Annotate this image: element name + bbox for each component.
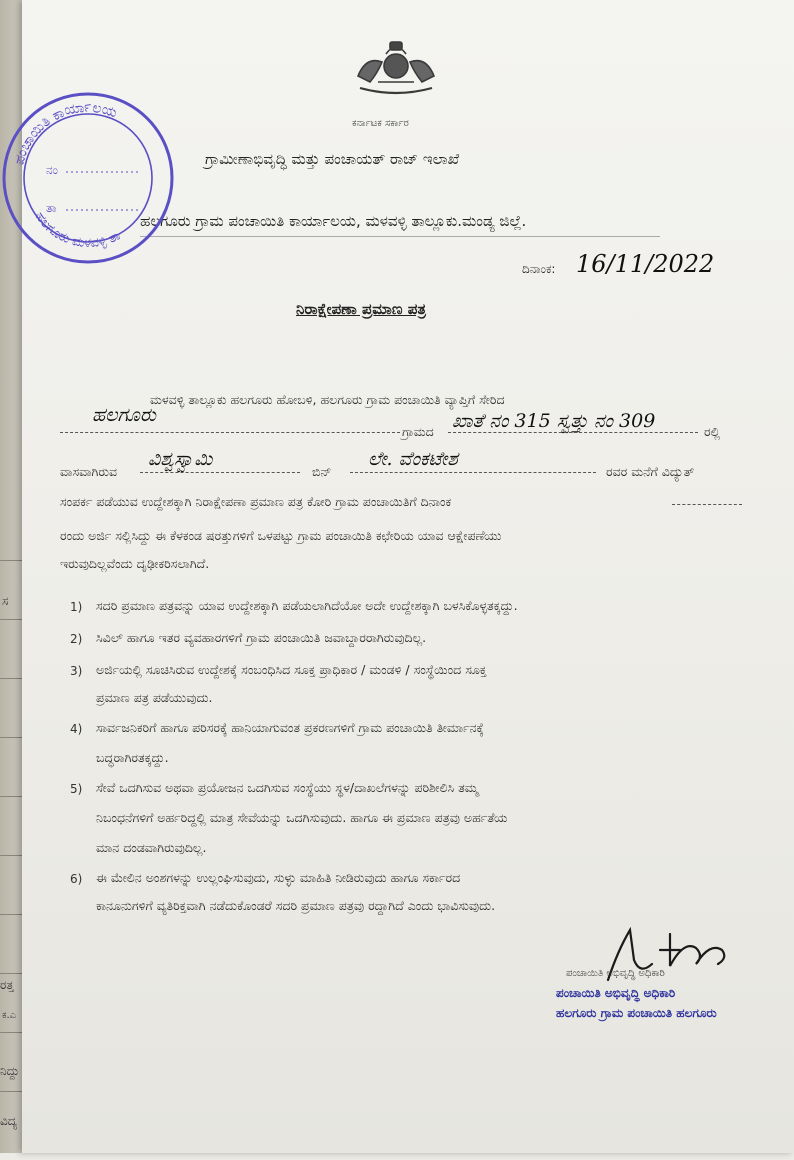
handwritten-signature [600, 920, 740, 990]
condition-number: 1) [70, 600, 83, 614]
date-label: ದಿನಾಂಕ: [522, 262, 556, 276]
name-blank [140, 472, 300, 473]
date-blank [672, 504, 742, 505]
condition-line: ಸಿವಿಲ್ ಹಾಗೂ ಇತರ ವ್ಯವಹಾರಗಳಿಗೆ ಗ್ರಾಮ ಪಂಚಾಯಿತಿ ಜವಾಬ್ದಾರರಾಗಿರುವುದಿಲ್ಲ. [96, 630, 427, 645]
stamp-line2-label: ತಾ [46, 201, 57, 215]
property-blank [448, 432, 698, 433]
office-round-stamp [0, 78, 176, 278]
body-line-4: ಸಂಪರ್ಕ ಪಡೆಯುವ ಉದ್ದೇಶಕ್ಕಾಗಿ ನಿರಾಕ್ಷೇಪಣಾ ಪ್ರಮಾಣ ಪತ್ರ ಕೋರಿ ಗ್ರಾಮ ಪಂಚಾಯಿತಿಗೆ ದಿನಾಂಕ [60, 494, 452, 509]
margin-text: ಸ [2, 594, 9, 608]
condition-line: ಬದ್ಧರಾಗಿರತಕ್ಕದ್ದು. [96, 750, 169, 765]
body-line-1: ಮಳವಳ್ಳಿ ತಾಲ್ಲೂಕು ಹಲಗೂರು ಹೋಬಳಿ, ಹಲಗೂರು ಗ್ರಾಮ ಪಂಚಾಯಿತಿ ವ್ಯಾಪ್ತಿಗೆ ಸೇರಿದ [150, 392, 505, 407]
village-blank [60, 432, 400, 433]
svg-text:ಪಂಚಾಯಿತಿ ಕಾರ್ಯಾಲಯ [11, 99, 119, 167]
karnataka-emblem-icon [348, 36, 444, 98]
condition-line: ಪ್ರಮಾಣ ಪತ್ರ ಪಡೆಯುವುದು. [96, 690, 213, 705]
document-title: ನಿರಾಕ್ಷೇಪಣಾ ಪ್ರಮಾಣ ಪತ್ರ [296, 300, 426, 318]
condition-line: ನಿಬಂಧನೆಗಳಿಗೆ ಅರ್ಹರಿದ್ದಲ್ಲಿ ಮಾತ್ರ ಸೇವೆಯನ್ನು ಒದಗಿಸುವುದು. ಹಾಗೂ ಈ ಪ್ರಮಾಣ ಪತ್ರವು ಅರ್ಹತೆಯ [96, 810, 508, 825]
condition-number: 5) [70, 782, 83, 796]
margin-text: ಕ.ಎ [2, 1010, 17, 1021]
government-name: ಕರ್ನಾಟಕ ಸರ್ಕಾರ [352, 118, 409, 129]
body-line-5: ರಂದು ಅರ್ಜಿ ಸಲ್ಲಿಸಿದ್ದು ಈ ಕೆಳಕಂಡ ಷರತ್ತುಗಳಿಗೆ ಒಳಪಟ್ಟು ಗ್ರಾಮ ಪಂಚಾಯಿತಿ ಕಛೇರಿಯ ಯಾವ ಆಕ್ಷೇಪಣೆಯು [60, 528, 502, 543]
margin-text: ವಿದ್ಯ [0, 1114, 18, 1128]
condition-number: 4) [70, 722, 83, 736]
condition-number: 2) [70, 632, 83, 646]
condition-line: ಈ ಮೇಲಿನ ಅಂಶಗಳನ್ನು ಉಲ್ಲಂಘಿಸುವುದು, ಸುಳ್ಳು ಮಾಹಿತಿ ನೀಡಿರುವುದು ಹಾಗೂ ಸರ್ಕಾರದ [96, 870, 461, 885]
resident-prefix: ವಾಸವಾಗಿರುವ [60, 464, 117, 479]
stamp-line1-label: ನಂ [46, 163, 58, 177]
condition-line: ಸೇವೆ ಒದಗಿಸುವ ಅಥವಾ ಪ್ರಯೋಜನ ಒದಗಿಸುವ ಸಂಸ್ಥೆಯು ಸ್ಥಳ/ದಾಖಲೆಗಳನ್ನು ಪರಿಶೀಲಿಸಿ ತಮ್ಮ [96, 780, 479, 795]
seal-line-2: ಹಲಗೂರು ಗ್ರಾಮ ಪಂಚಾಯಿತಿ ಹಲಗೂರು [556, 1006, 717, 1020]
department-name: ಗ್ರಾಮೀಣಾಭಿವೃದ್ಧಿ ಮತ್ತು ಪಂಚಾಯತ್ ರಾಜ್ ಇಲಾಖೆ [205, 150, 460, 168]
stamp-bottom-text: ಹಲಗೂರು ಮಳವಳ್ಳಿ ತಾ [31, 209, 124, 252]
officer-designation: ಪಂಚಾಯಿತಿ ಅಭಿವೃದ್ಧಿ ಅಧಿಕಾರಿ [566, 968, 665, 979]
seal-line-1: ಪಂಚಾಯಿತಿ ಅಭಿವೃದ್ಧಿ ಅಧಿಕಾರಿ [556, 986, 676, 1000]
margin-text: ನಿದ್ದು [0, 1064, 20, 1078]
resident-suffix: ರವರ ಮನೆಗೆ ವಿದ್ಯುತ್ [606, 464, 695, 479]
bin-label: ಬಿನ್ [312, 464, 332, 479]
property-handwritten: ಖಾತೆ ನಂ 315 ಸ್ವತ್ತು ನಂ 309 [452, 410, 656, 432]
condition-number: 6) [70, 872, 83, 886]
header-rule [140, 236, 660, 237]
village-handwritten: ಹಲಗೂರು [92, 404, 156, 426]
office-address: ಹಲಗೂರು ಗ್ರಾಮ ಪಂಚಾಯಿತಿ ಕಾರ್ಯಾಲಯ, ಮಳವಳ್ಳಿ ತಾಲ್ಲೂಕು.ಮಂಡ್ಯ ಜಿಲ್ಲೆ. [140, 212, 527, 230]
condition-line: ಅರ್ಜಿಯಲ್ಲಿ ಸೂಚಿಸಿರುವ ಉದ್ದೇಶಕ್ಕೆ ಸಂಬಂಧಿಸಿದ ಸೂಕ್ತ ಪ್ರಾಧಿಕಾರ / ಮಂಡಳಿ / ಸಂಸ್ಥೆಯಿಂದ ಸೂಕ್ತ [96, 662, 487, 677]
svg-text:ಹಲಗೂರು ಮಳವಳ್ಳಿ ತಾ [32, 209, 124, 251]
date-value: 16/11/2022 [576, 250, 715, 278]
condition-line: ಸದರಿ ಪ್ರಮಾಣ ಪತ್ರವನ್ನು ಯಾವ ಉದ್ದೇಶಕ್ಕಾಗಿ ಪಡೆಯಲಾಗಿದೆಯೋ ಅದೇ ಉದ್ದೇಶಕ್ಕಾಗಿ ಬಳಸಿಕೊಳ್ಳತಕ್ಕದ್ದು. [96, 598, 518, 613]
condition-line: ಮಾನ ದಂಡವಾಗಿರುವುದಿಲ್ಲ. [96, 840, 207, 855]
margin-text: ರತ್ತ [0, 978, 14, 992]
applicant-name-handwritten: ವಿಶ್ವಸ್ವಾಮಿ [148, 448, 213, 470]
condition-number: 3) [70, 664, 83, 678]
stamp-ring-text: ಪಂಚಾಯಿತಿ ಕಾರ್ಯಾಲಯ [11, 98, 120, 167]
property-suffix: ರಲ್ಲಿ [704, 424, 721, 439]
condition-line: ಸಾರ್ವಜನಿಕರಿಗೆ ಹಾಗೂ ಪರಿಸರಕ್ಕೆ ಹಾನಿಯಾಗುವಂತ ಪ್ರಕರಣಗಳಿಗೆ ಗ್ರಾಮ ಪಂಚಾಯಿತಿ ತೀರ್ಮಾನಕ್ಕೆ [96, 720, 484, 735]
father-name-handwritten: ಲೇ. ವೆಂಕಟೇಶ [368, 448, 458, 470]
father-blank [350, 472, 596, 473]
village-suffix: ಗ್ರಾಮದ [402, 424, 434, 439]
body-line-6: ಇರುವುದಿಲ್ಲವೆಂದು ದೃಢೀಕರಿಸಲಾಗಿದೆ. [60, 556, 210, 571]
condition-line: ಕಾನೂನುಗಳಿಗೆ ವ್ಯತಿರಿಕ್ತವಾಗಿ ನಡೆದುಕೊಂಡರೆ ಸದರಿ ಪ್ರಮಾಣ ಪತ್ರವು ರದ್ದಾಗಿದೆ ಎಂದು ಭಾವಿಸುವುದು. [96, 898, 496, 913]
